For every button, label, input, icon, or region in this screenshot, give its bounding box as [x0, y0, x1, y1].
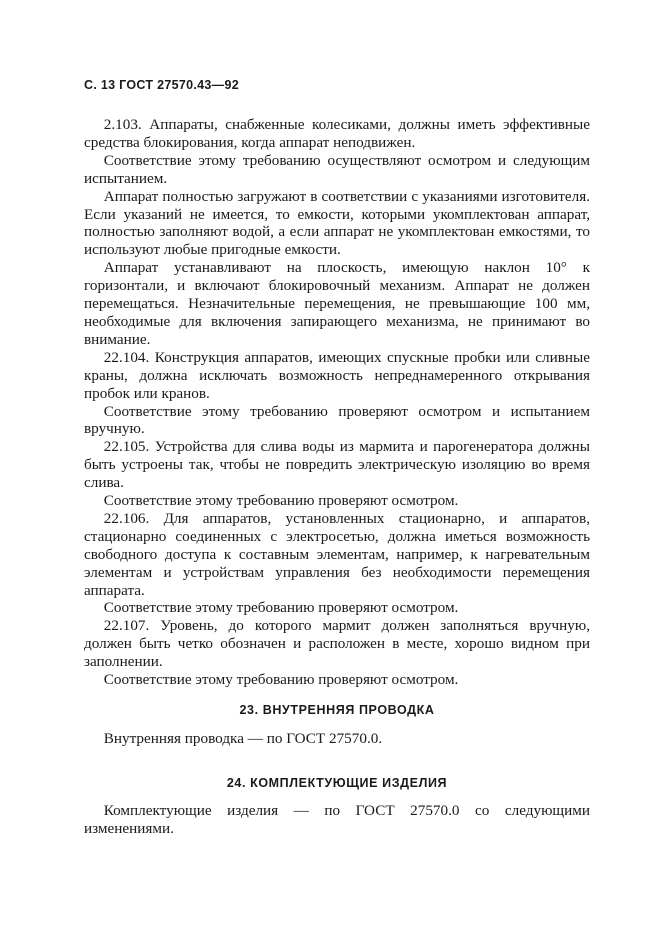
paragraph-22-106-compliance: Соответствие этому требованию проверяют осмотром.	[103, 599, 459, 617]
page-header: С. 13 ГОСТ 27570.43—92	[84, 78, 239, 92]
section-24-title: 24. КОМПЛЕКТУЮЩИЕ ИЗДЕЛИЯ	[226, 776, 448, 790]
paragraph-22-103-compliance: Соответствие этому требованию осуществляют осмотром и следующим испытанием.	[84, 151, 590, 187]
paragraph-22-103: 2.103. Аппараты, снабженные колесиками, должны иметь эффективные средства блокирования, когда аппарат неподвижен.	[84, 116, 590, 151]
paragraph-22-103-load: Аппарат полностью загружают в соответствии с указаниями изготовителя. Если указаний не имеется, то емкости, которыми укомплектован аппарат, полностью заполняют водой, а если аппарат не укомплектован емкостями, то используют любые пригодные емкости.	[84, 187, 590, 259]
paragraph-22-103-incline: Аппарат устанавливают на плоскость, имеющую наклон 10° к горизонтали, и включают блокировочный механизм. Аппарат не должен перемещаться. Незначительные перемещения, не превышающие 100 мм, необходимые для включения запирающего механизма, не принимают во внимание.	[84, 259, 590, 348]
paragraph-22-107: 22.107. Уровень, до которого мармит должен заполняться вручную, должен быть четко обозначен и расположен в месте, хорошо видном при заполнении.	[84, 617, 590, 671]
paragraph-22-106: 22.106. Для аппаратов, установленных стационарно, и аппаратов, стационарно соединенных с электросетью, должна иметься возможность свободного доступа к составным элементам, например, к нагревательным элементам и устройствам управления без необходимости перемещения аппарата.	[84, 509, 590, 599]
section-23-text: Внутренняя проводка — по ГОСТ 27570.0.	[103, 730, 383, 747]
section-22-body	[84, 116, 590, 689]
paragraph-22-105: 22.105. Устройства для слива воды из мармита и парогенератора должны быть устроены так, чтобы не повредить электрическую изоляцию во время слива.	[84, 438, 590, 492]
paragraph-22-105-compliance: Соответствие этому требованию проверяют осмотром.	[103, 492, 459, 510]
paragraph-22-104: 22.104. Конструкция аппаратов, имеющих спускные пробки или сливные краны, должна исключать возможность непреднамеренного открывания пробок или кранов.	[84, 348, 590, 402]
paragraph-22-107-compliance: Соответствие этому требованию проверяют осмотром.	[103, 671, 459, 689]
section-23-title: 23. ВНУТРЕННЯЯ ПРОВОДКА	[239, 703, 435, 717]
section-24-text: Комплектующие изделия — по ГОСТ 27570.0 со следующими изменениями.	[84, 802, 590, 837]
paragraph-22-104-compliance: Соответствие этому требованию проверяют осмотром и испытанием вручную.	[84, 402, 590, 438]
